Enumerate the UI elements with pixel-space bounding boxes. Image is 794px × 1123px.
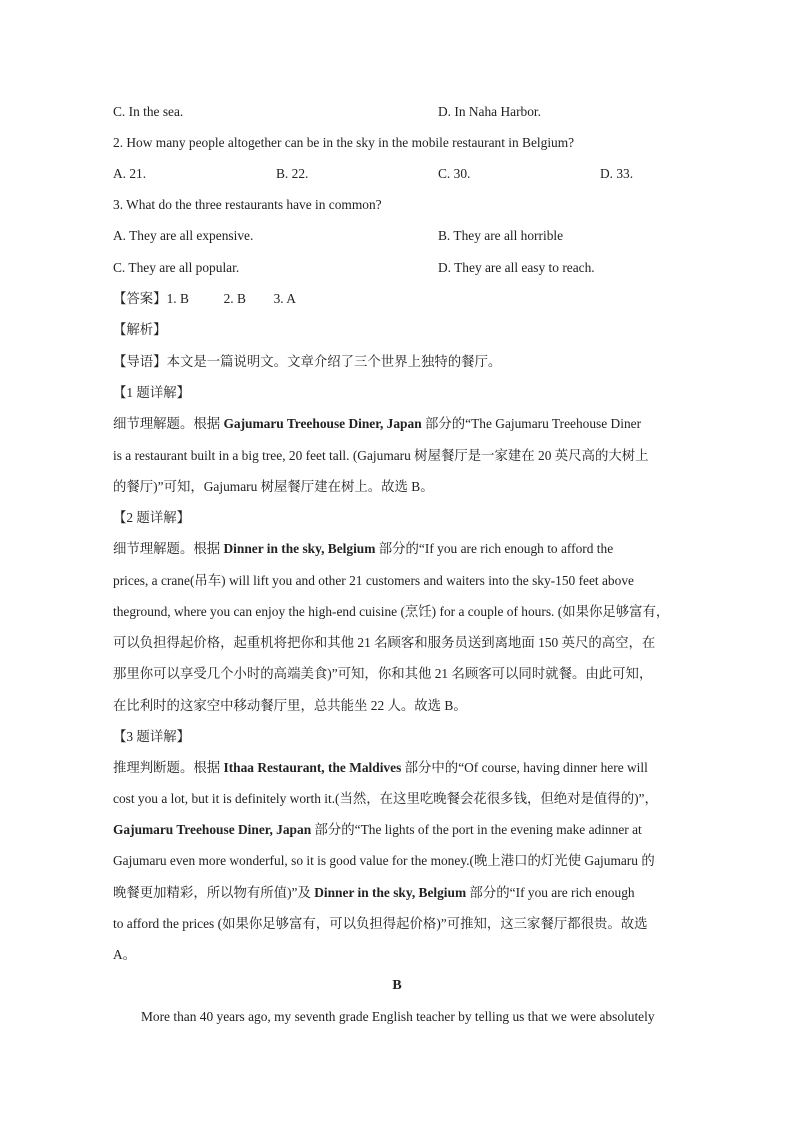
q2-option-a: A. 21. bbox=[113, 166, 147, 181]
section-ref: Gajumaru Treehouse Diner, Japan bbox=[223, 416, 422, 431]
text: 细节理解题。根据 bbox=[113, 416, 224, 431]
detail-1-line-1 bbox=[113, 414, 641, 434]
detail-1-heading: 【1 题详解】 bbox=[113, 385, 190, 400]
detail-2-line-6: 在比利时的这家空中移动餐厅里，总共能坐 22 人。故选 B。 bbox=[113, 698, 467, 713]
section-ref: Gajumaru Treehouse Diner, Japan bbox=[113, 822, 312, 837]
answer-2: 2. B bbox=[223, 291, 246, 306]
text: 晚餐更加精彩，所以物有所值)”及 bbox=[113, 885, 315, 900]
detail-3-line-6: to afford the prices (如果你足够富有，可以负担得起价格)”可推知，这三家餐厅都很贵。故选 bbox=[113, 916, 648, 931]
detail-2-line-5: 那里你可以享受几个小时的高端美食)”可知，你和其他 21 名顾客可以同时就餐。由此可知， bbox=[113, 666, 653, 681]
q3-option-c: C. They are all popular. bbox=[113, 260, 240, 275]
q3-option-a: A. They are all expensive. bbox=[113, 228, 254, 243]
q2-option-c: C. 30. bbox=[438, 166, 471, 181]
section-b-paragraph-line: More than 40 years ago, my seventh grade English teacher by telling us that we were absolutely bbox=[141, 1009, 655, 1024]
detail-2-line-4: 可以负担得起价格，起重机将把你和其他 21 名顾客和服务员送到离地面 150 英尺的高空，在 bbox=[113, 635, 656, 650]
q1-option-c: C. In the sea. bbox=[113, 104, 184, 119]
analysis-label: 【解析】 bbox=[113, 322, 167, 337]
q3-option-d: D. They are all easy to reach. bbox=[438, 260, 595, 275]
q1-option-d: D. In Naha Harbor. bbox=[438, 104, 541, 119]
detail-3-line-4: Gajumaru even more wonderful, so it is good value for the money.(晚上港口的灯光使 Gajumaru 的 bbox=[113, 853, 655, 868]
intro-text: 本文是一篇说明文。文章介绍了三个世界上独特的餐厅。 bbox=[166, 354, 502, 369]
section-ref: Ithaa Restaurant, the Maldives bbox=[223, 760, 402, 775]
section-ref: Dinner in the sky, Belgium bbox=[223, 541, 376, 556]
answer-label: 【答案】 bbox=[113, 291, 167, 306]
q2-option-d: D. 33. bbox=[600, 166, 634, 181]
text: 部分的“The Gajumaru Treehouse Diner bbox=[421, 416, 642, 431]
intro-line bbox=[113, 352, 501, 372]
intro-label: 【导语】 bbox=[113, 354, 167, 369]
text: 部分的“The lights of the port in the evening make adinner at bbox=[311, 822, 642, 837]
answer-1: 1. B bbox=[166, 291, 189, 306]
q2-question: 2. How many people altogether can be in the sky in the mobile restaurant in Belgium? bbox=[113, 135, 575, 150]
answer-3: 3. A bbox=[273, 291, 296, 306]
detail-1-line-2: is a restaurant built in a big tree, 20 feet tall. (Gajumaru 树屋餐厅是一家建在 20 英尺高的大树上 bbox=[113, 448, 649, 463]
detail-1-line-3: 的餐厅)”可知，Gajumaru 树屋餐厅建在树上。故选 B。 bbox=[113, 479, 434, 494]
q3-question: 3. What do the three restaurants have in common? bbox=[113, 197, 382, 212]
text: 细节理解题。根据 bbox=[113, 541, 224, 556]
answer-line bbox=[113, 289, 296, 309]
detail-3-line-5 bbox=[113, 883, 635, 903]
section-b-title: B bbox=[392, 978, 402, 993]
text: 推理判断题。根据 bbox=[113, 760, 224, 775]
text: 部分的“If you are rich enough to afford the bbox=[375, 541, 614, 556]
detail-2-line-3: theground, where you can enjoy the high-end cuisine (烹饪) for a couple of hours. (如果你足够富有， bbox=[113, 604, 670, 619]
detail-3-line-1 bbox=[113, 758, 648, 778]
detail-2-line-1 bbox=[113, 539, 613, 559]
detail-2-line-2: prices, a crane(吊车) will lift you and other 21 customers and waiters into the sky-150 feet above bbox=[113, 573, 634, 588]
text: 部分中的“Of course, having dinner here will bbox=[401, 760, 648, 775]
q2-option-b: B. 22. bbox=[276, 166, 309, 181]
detail-3-line-7: A。 bbox=[113, 947, 137, 962]
detail-3-line-3 bbox=[113, 820, 642, 840]
detail-3-heading: 【3 题详解】 bbox=[113, 729, 190, 744]
detail-3-line-2: cost you a lot, but it is definitely worth it.(当然，在这里吃晚餐会花很多钱，但绝对是值得的)”， bbox=[113, 791, 658, 806]
detail-2-heading: 【2 题详解】 bbox=[113, 510, 190, 525]
section-ref: Dinner in the sky, Belgium bbox=[314, 885, 467, 900]
text: 部分的“If you are rich enough bbox=[466, 885, 635, 900]
q3-option-b: B. They are all horrible bbox=[438, 228, 564, 243]
